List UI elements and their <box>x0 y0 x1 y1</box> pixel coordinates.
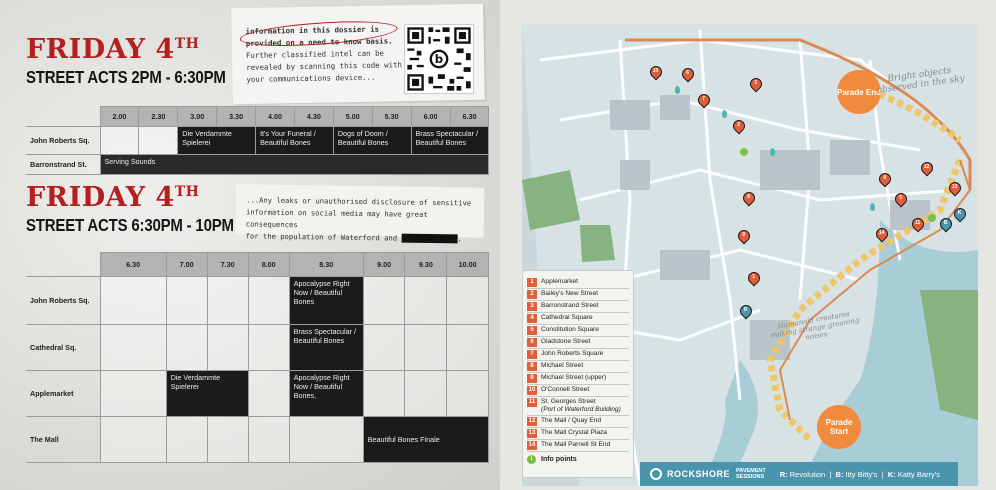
legend-number: 4 <box>527 314 537 323</box>
section2-title <box>26 182 199 213</box>
legend-number: 3 <box>527 302 537 311</box>
legend-item <box>527 385 629 397</box>
legend-number: 14 <box>528 442 536 448</box>
empty-slot <box>100 325 166 371</box>
legend-number: 5 <box>527 326 537 335</box>
time-header: 3.00 <box>178 107 217 127</box>
empty-slot <box>405 325 447 371</box>
venue-pin-icon[interactable]: 9 <box>736 228 753 245</box>
section2-subtitle: STREET ACTS 6:30PM - 10PM <box>26 216 234 236</box>
map-legend <box>522 270 634 478</box>
empty-slot <box>447 371 489 417</box>
empty-slot <box>405 371 447 417</box>
legend-label <box>541 278 629 286</box>
venue-pin-icon[interactable]: 14 <box>874 226 891 243</box>
brand-sub2: SESSIONS <box>736 474 765 480</box>
legend-label-text: Bailey's New Street <box>541 290 598 297</box>
legend-label <box>541 441 629 449</box>
act-cell: Apocalypse Right Now / Beautiful Bones <box>289 277 363 325</box>
legend-number: 7 <box>527 350 537 359</box>
bar-pin-icon[interactable]: B <box>938 216 955 233</box>
empty-slot <box>363 371 405 417</box>
legend-item <box>527 361 629 373</box>
table-row <box>26 371 489 417</box>
legend-item <box>527 397 629 416</box>
venue-pin-icon[interactable]: 1 <box>746 270 763 287</box>
legend-number: 11 <box>528 399 536 405</box>
legend-number: 6 <box>527 338 537 347</box>
legend-item <box>527 440 629 452</box>
legend-number: 1 <box>527 278 537 287</box>
venue-label: The Mall <box>26 417 100 463</box>
table-row <box>26 325 489 371</box>
act-cell: Brass Spectacular / Beautiful Bones <box>411 127 489 155</box>
legend-number: 2 <box>527 290 537 299</box>
dossier-line: revealed by scanning this code with <box>246 60 403 72</box>
qr-code-icon[interactable] <box>404 24 474 94</box>
time-header: 2.30 <box>139 107 178 127</box>
time-header: 5.00 <box>333 107 372 127</box>
empty-slot <box>207 277 248 325</box>
section1-title-suffix: TH <box>174 36 200 52</box>
legend-label <box>541 386 629 394</box>
act-cell: Dogs of Doom / Beautiful Bones <box>333 127 411 155</box>
dossier-line: your communications device... <box>246 72 376 84</box>
venue-label: John Roberts Sq. <box>26 127 100 155</box>
empty-slot <box>363 325 405 371</box>
time-header: 5.30 <box>372 107 411 127</box>
info-point-icon[interactable] <box>928 214 936 222</box>
venue-pin-icon[interactable]: 8 <box>741 190 758 207</box>
dossier-line: information in this dossier is <box>245 24 380 36</box>
legend-label <box>541 302 629 310</box>
table-row <box>26 277 489 325</box>
empty-slot <box>166 277 207 325</box>
act-cell: Brass Spectacular / Beautiful Bones <box>289 325 363 371</box>
svg-text:b: b <box>434 52 444 67</box>
legend-item <box>527 416 629 428</box>
leak-line-text: for the population of Waterford and <box>245 231 398 243</box>
time-header: 2.00 <box>100 107 139 127</box>
legend-label-text: The Mall Parnell St End <box>541 441 611 448</box>
act-cell: Serving Sounds <box>100 155 489 175</box>
empty-slot <box>100 277 166 325</box>
legend-item <box>527 313 629 325</box>
empty-slot <box>166 417 207 463</box>
empty-slot <box>100 417 166 463</box>
legend-label <box>541 350 629 358</box>
legend-item <box>527 428 629 440</box>
key-k: K: <box>887 469 896 479</box>
empty-slot <box>248 371 289 417</box>
legend-label-text: O'Connell Street <box>541 386 590 393</box>
time-header: 7.00 <box>166 253 207 277</box>
time-header: 4.30 <box>294 107 333 127</box>
legend-number: 9 <box>527 374 537 383</box>
time-header: 6.30 <box>100 253 166 277</box>
empty-slot <box>248 325 289 371</box>
empty-slot <box>405 277 447 325</box>
venue-label: Applemarket <box>26 371 100 417</box>
schedule-table-evening <box>26 252 489 463</box>
legend-label-text: Applemarket <box>541 278 579 285</box>
empty-slot <box>363 277 405 325</box>
corner-cell <box>26 107 100 127</box>
venue-pin-icon[interactable]: 11 <box>910 216 927 233</box>
legend-label-text: Cathedral Square <box>541 314 593 321</box>
key-k-label: Katty Barry's <box>897 469 940 479</box>
dossier-line: Further classified intel can be <box>245 48 385 60</box>
scribble-creatures-note: Humanoid creatures making strange groaning noises <box>770 309 860 342</box>
legend-number: 13 <box>528 430 536 436</box>
venue-pin-icon[interactable]: 7 <box>696 92 713 109</box>
legend-list <box>527 277 629 452</box>
schedule-table-afternoon <box>26 106 489 175</box>
time-header: 6.30 <box>450 107 489 127</box>
rockshore-logo-icon <box>650 468 662 480</box>
parade-end-label: Parade End <box>837 87 882 97</box>
table-row <box>26 417 489 463</box>
bar-pin-icon[interactable]: K <box>952 206 969 223</box>
venue-pin-icon[interactable]: 5 <box>893 191 910 208</box>
legend-item <box>527 277 629 289</box>
legend-info-row <box>527 452 629 464</box>
legend-item <box>527 349 629 361</box>
venue-label: Cathedral Sq. <box>26 325 100 371</box>
brand-sub1: PAVEMENT <box>736 468 766 474</box>
parade-start-label: Parade Start <box>825 418 853 436</box>
time-header: 8.00 <box>248 253 289 277</box>
empty-slot <box>139 127 178 155</box>
scribble-sky-note: Bright objects observed in the sky <box>876 65 966 97</box>
empty-slot <box>166 325 207 371</box>
info-points-label: Info points <box>541 456 577 463</box>
act-cell: Die Verdammte Spielerei <box>166 371 248 417</box>
key-b-label: Itty Bitty's <box>845 469 878 479</box>
time-header: 10.00 <box>447 253 489 277</box>
empty-slot <box>289 417 363 463</box>
corner-cell <box>26 253 100 277</box>
empty-slot <box>207 417 248 463</box>
brand-name: ROCKSHORE <box>667 469 731 479</box>
act-cell: Apocalypse Right Now / Beautiful Bones, <box>289 371 363 417</box>
legend-label <box>541 362 629 370</box>
leak-line-end: . <box>457 234 462 244</box>
empty-slot <box>207 325 248 371</box>
venue-label: John Roberts Sq. <box>26 277 100 325</box>
empty-slot <box>248 417 289 463</box>
bar-pin-icon[interactable]: R <box>738 303 755 320</box>
dossier-line: provided on a need to know basis. <box>245 36 393 48</box>
legend-label-text: Michael Street <box>541 362 584 369</box>
toilet-marker-icon <box>870 203 875 211</box>
legend-label <box>541 374 629 382</box>
legend-label-text: Michael Street (upper) <box>541 374 607 381</box>
venue-pin-icon[interactable]: 4 <box>877 171 894 188</box>
legend-number: 8 <box>527 362 537 371</box>
venue-pin-icon[interactable]: 12 <box>919 160 936 177</box>
venue-pin-icon[interactable]: 2 <box>731 118 748 135</box>
legend-label <box>541 429 629 437</box>
legend-number: 12 <box>528 418 536 424</box>
key-r: R: <box>779 469 788 479</box>
legend-item <box>527 373 629 385</box>
venue-pin-icon[interactable]: 13 <box>947 180 964 197</box>
venue-label: Barronstrand St. <box>26 155 100 175</box>
section1-title-text: FRIDAY 4 <box>26 34 175 65</box>
legend-item <box>527 289 629 301</box>
time-header: 8.30 <box>289 253 363 277</box>
act-cell: It's Your Funeral / Beautiful Bones <box>256 127 334 155</box>
footer-bar <box>640 462 958 486</box>
empty-slot <box>447 277 489 325</box>
legend-number: 10 <box>528 387 536 393</box>
table-row <box>26 155 489 175</box>
legend-label <box>541 417 629 425</box>
legend-label <box>541 326 629 334</box>
empty-slot <box>248 277 289 325</box>
legend-label-text: The Mall / Quay End <box>541 417 602 424</box>
legend-item <box>527 337 629 349</box>
legend-label <box>541 398 629 414</box>
legend-label <box>541 338 629 346</box>
parade-start-marker <box>817 405 861 449</box>
brand-subtitle <box>736 468 766 480</box>
time-header: 6.00 <box>411 107 450 127</box>
toilet-marker-icon <box>722 110 727 118</box>
leak-line: information on social media may have great consequences <box>245 207 428 230</box>
section1-title <box>26 34 199 65</box>
legend-label <box>541 314 629 322</box>
key-b: B: <box>835 469 844 479</box>
legend-label <box>541 290 629 298</box>
legend-sublabel: (Port of Waterford Building) <box>541 406 621 413</box>
venue-pin-icon[interactable]: 3 <box>748 76 765 93</box>
section1-subtitle: STREET ACTS 2PM - 6:30PM <box>26 68 226 88</box>
venue-pin-icon[interactable]: 10 <box>648 64 665 81</box>
legend-label-text: John Roberts Square <box>541 350 604 357</box>
legend-label-text: The Mall Crystal Plaza <box>541 429 607 436</box>
section2-title-suffix: TH <box>174 184 200 200</box>
legend-label-text: St. Georges Street <box>541 398 596 405</box>
leak-warning-note <box>236 184 485 244</box>
act-cell: Beautiful Bones Finale <box>363 417 488 463</box>
empty-slot <box>447 325 489 371</box>
section2-title-text: FRIDAY 4 <box>26 182 175 213</box>
legend-label-text: Gladstone Street <box>541 338 591 345</box>
time-header: 9.30 <box>405 253 447 277</box>
legend-item <box>527 325 629 337</box>
table-row <box>26 127 489 155</box>
time-header: 4.00 <box>256 107 295 127</box>
empty-slot <box>100 127 139 155</box>
bar-key: R: Revolution | B: Itty Bitty's | K: Katty Barry's <box>779 469 940 479</box>
info-point-icon[interactable] <box>740 148 748 156</box>
legend-label-text: Barronstrand Street <box>541 302 599 309</box>
toilet-marker-icon <box>675 86 680 94</box>
legend-label-text: Constitution Square <box>541 326 599 333</box>
time-header: 7.30 <box>207 253 248 277</box>
redacted-text: XXXXXXXXXXXX <box>403 233 456 244</box>
leak-line: ...Any leaks or unauthorised disclosure of sensitive <box>246 195 472 208</box>
toilet-marker-icon <box>770 148 775 156</box>
act-cell: Die Verdammte Spielerei <box>178 127 256 155</box>
key-r-label: Revolution <box>789 469 826 479</box>
empty-slot <box>100 371 166 417</box>
venue-pin-icon[interactable]: 6 <box>680 66 697 83</box>
legend-item <box>527 301 629 313</box>
time-header: 3.30 <box>217 107 256 127</box>
info-point-icon: i <box>527 455 536 464</box>
time-header: 9.00 <box>363 253 405 277</box>
